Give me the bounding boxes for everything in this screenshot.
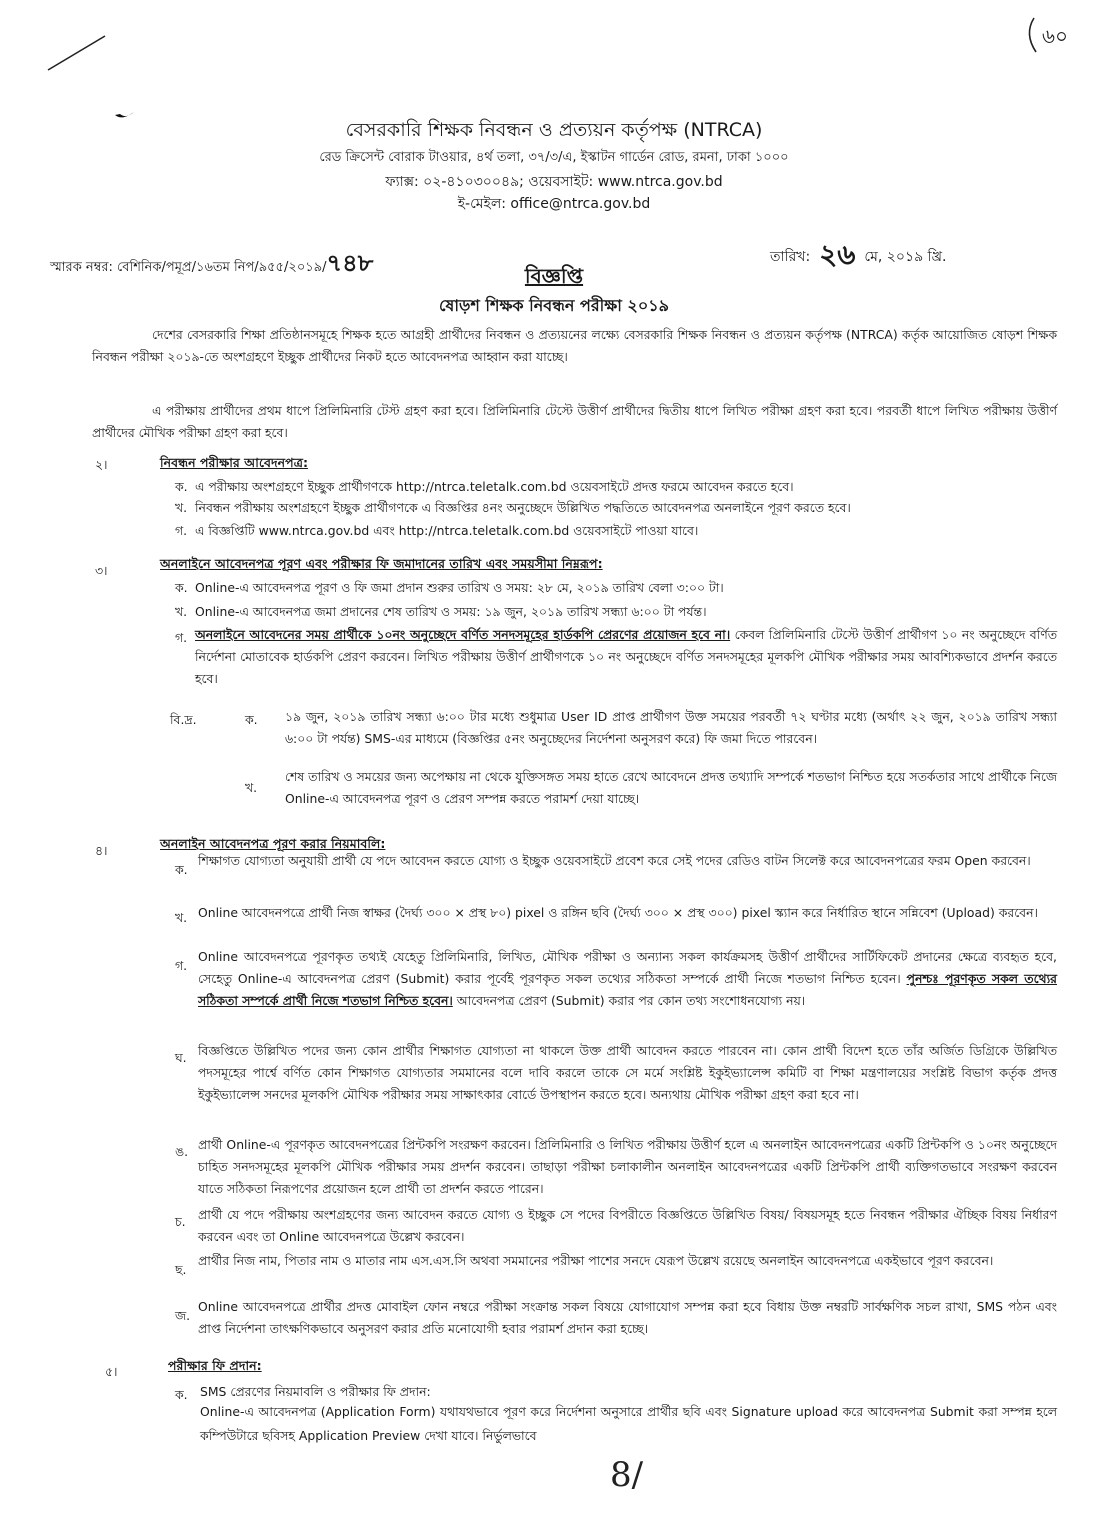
- intro-paragraph-1: দেশের বেসরকারি শিক্ষা প্রতিষ্ঠানসমূহে শিক্ষক হতে আগ্রহী প্রার্থীদের নিবন্ধন ও প্রত্যয়নের লক্ষ্যে বেসরকারি শিক্ষক নিবন্ধন ও প্রত্যয়ন কর্তৃপক্ষ (NTRCA) কর্তৃক আয়োজিত ষোড়শ শিক্ষক নিবন্ধন পরীক্ষা ২০১৯-তে অংশগ্রহণে ইচ্ছুক প্রার্থীদের নিকট হতে আবেদনপত্র আহ্বান করা যাচ্ছে।: [92, 327, 1057, 364]
- section-3-item-label: গ.: [175, 630, 188, 645]
- notice-subtitle: ষোড়শ শিক্ষক নিবন্ধন পরীক্ষা ২০১৯: [439, 296, 669, 315]
- section-4-item-text: প্রার্থীর নিজ নাম, পিতার নাম ও মাতার নাম এস.এস.সি অথবা সমমানের পরীক্ষা পাশের সনদে যেরূপ উল্লেখ রয়েছে অনলাইন আবেদনপত্রে একইভাবে পূরণ করবেন।: [198, 1253, 994, 1268]
- notice-title: বিজ্ঞপ্তি: [524, 264, 584, 288]
- section-2-item-text: এ পরীক্ষায় অংশগ্রহণে ইচ্ছুক প্রার্থীগণকে http://ntrca.teletalk.com.bd ওয়েবসাইটে প্রদত্ত ফরমে আবেদন করতে হবে।: [195, 479, 794, 494]
- section-3-item-label: খ.: [175, 604, 188, 619]
- section-4-item-label: খ.: [175, 910, 188, 925]
- section-4-item-label: জ.: [175, 1308, 191, 1323]
- section-4-item-text: Online আবেদনপত্রে প্রার্থী নিজ স্বাক্ষর (দৈর্ঘ্য ৩০০ × প্রস্থ ৮০) pixel ও রঙ্গিন ছবি (দৈর্ঘ্য ৩০০ × প্রস্থ ৩০০) pixel স্ক্যান করে নির্ধারিত স্থানে সন্নিবেশ (Upload) করবেন।: [198, 905, 1038, 920]
- email-line: ই-মেইল: office@ntrca.gov.bd: [457, 196, 651, 212]
- section-4-item-label: ঙ.: [175, 1144, 189, 1159]
- section-3-number: ৩।: [95, 563, 108, 578]
- section-2-item-label: ক.: [175, 479, 188, 494]
- section-5-number: ৫।: [105, 1364, 118, 1379]
- section-3-item-text: Online-এ আবেদনপত্র জমা প্রদানের শেষ তারিখ ও সময়: ১৯ জুন, ২০১৯ তারিখ সন্ধ্যা ৬:০০ টা পর্যন্ত।: [195, 604, 707, 619]
- section-3-item-label: ক.: [175, 580, 188, 595]
- section-4-item-label: ঘ.: [175, 1050, 187, 1065]
- section-5-item-label: ক.: [175, 1387, 188, 1402]
- intro-paragraph-2: এ পরীক্ষায় প্রার্থীদের প্রথম ধাপে প্রিলিমিনারি টেস্ট গ্রহণ করা হবে। প্রিলিমিনারি টেস্টে উত্তীর্ণ প্রার্থীদের দ্বিতীয় ধাপে লিখিত পরীক্ষা গ্রহণ করা হবে। পরবর্তী ধাপে লিখিত পরীক্ষায় উত্তীর্ণ প্রার্থীদের মৌখিক পরীক্ষা গ্রহণ করা হবে।: [92, 403, 1057, 440]
- organization-name: বেসরকারি শিক্ষক নিবন্ধন ও প্রত্যয়ন কর্তৃপক্ষ (NTRCA): [345, 119, 763, 141]
- section-5-item-heading: SMS প্রেরণের নিয়মাবলি ও পরীক্ষার ফি প্রদান:: [200, 1384, 431, 1399]
- section-4-item-text: Online আবেদনপত্রে পূরণকৃত তথ্যই যেহেতু প্রিলিমিনারি, লিখিত, মৌখিক পরীক্ষা ও অন্যান্য সকল কার্যক্রমসহ উত্তীর্ণ প্রার্থীদের সার্টিফিকেট প্রদানের ক্ষেত্রে ব্যবহৃত হবে, সেহেতু Online-এ আবেদনপত্র প্রেরণ (Submit) করার পূর্বেই পূরণকৃত সকল তথ্যের সঠিকতা সম্পর্কে প্রার্থী নিজে শতভাগ নিশ্চিত হবেন। পুনশ্চঃ পূরণকৃত সকল তথ্যের সঠিকতা সম্পর্কে প্রার্থী নিজে শতভাগ নিশ্চিত হবেন। আবেদনপত্র প্রেরণ (Submit) করার পর কোন তথ্য সংশোধনযোগ্য নয়।: [198, 949, 1057, 1008]
- section-5-title: পরীক্ষার ফি প্রদান:: [168, 1358, 262, 1373]
- memo-date: তারিখ: ২৬ মে, ২০১৯ খ্রি.: [770, 238, 947, 271]
- section-4-item-label: ক.: [175, 862, 188, 877]
- page-number-mark: ৬০: [1022, 12, 1086, 58]
- section-4-item-text: Online আবেদনপত্রে প্রার্থীর প্রদত্ত মোবাইল ফোন নম্বরে পরীক্ষা সংক্রান্ত সকল বিষয়ে যোগাযোগ সম্পন্ন করা হবে বিধায় উক্ত নম্বরটি সার্বক্ষণিক সচল রাখা, SMS পঠন এবং প্রাপ্ত নির্দেশনা তাৎক্ষণিকভাবে অনুসরণ করার প্রতি মনোযোগী হবার পরামর্শ প্রদান করা হচ্ছে।: [198, 1299, 1057, 1336]
- section-4-item-label: গ.: [175, 958, 188, 973]
- section-2-number: ২।: [95, 457, 108, 472]
- note-item-text: শেষ তারিখ ও সময়ের জন্য অপেক্ষায় না থেকে যুক্তিসঙ্গত সময় হাতে রেখে আবেদনে প্রদত্ত তথ্যাদি সম্পর্কে শতভাগ নিশ্চিত হয়ে সতর্কতার সাথে প্রার্থীকে নিজে Online-এ আবেদনপত্র পূরণ ও প্রেরণ সম্পন্ন করতে পরামর্শ দেয়া যাচ্ছে।: [285, 769, 1057, 806]
- section-2-item-text: নিবন্ধন পরীক্ষায় অংশগ্রহণে ইচ্ছুক প্রার্থীগণকে এ বিজ্ঞপ্তির ৪নং অনুচ্ছেদে উল্লিখিত পদ্ধতিতে আবেদনপত্র অনলাইনে পূরণ করতে হবে।: [195, 500, 851, 515]
- section-3-item-text: অনলাইনে আবেদনের সময় প্রার্থীকে ১০নং অনুচ্ছেদে বর্ণিত সনদসমূহের হার্ডকপি প্রেরণের প্রয়োজন হবে না। কেবল প্রিলিমিনারি টেস্টে উত্তীর্ণ প্রার্থীগণ ১০ নং অনুচ্ছেদে বর্ণিত নির্দেশনা মোতাবেক হার্ডকপি প্রেরণ করবেন। লিখিত পরীক্ষায় উত্তীর্ণ প্রার্থীগণকে ১০ নং অনুচ্ছেদে বর্ণিত সনদসমূহের মূলকপি মৌখিক পরীক্ষার সময় আবশ্যিকভাবে প্রদর্শন করতে হবে।: [195, 627, 1057, 686]
- section-3-item-text: Online-এ আবেদনপত্র পূরণ ও ফি জমা প্রদান শুরুর তারিখ ও সময়: ২৮ মে, ২০১৯ তারিখ বেলা ৩:০০ টা।: [195, 580, 724, 595]
- note-item-label: ক.: [245, 712, 258, 727]
- section-4-item-text: শিক্ষাগত যোগ্যতা অনুযায়ী প্রার্থী যে পদে আবেদন করতে যোগ্য ও ইচ্ছুক ওয়েবসাইটে প্রবেশ করে সেই পদের রেডিও বাটন সিলেক্ট করে আবেদনপত্রের ফরম Open করবেন।: [198, 853, 1031, 868]
- section-2-item-label: গ.: [175, 523, 188, 538]
- section-4-title: অনলাইন আবেদনপত্র পূরণ করার নিয়মাবলি:: [160, 836, 386, 851]
- note-item-label: খ.: [245, 780, 258, 795]
- section-4-item-label: ছ.: [175, 1262, 187, 1277]
- section-4-item-text: প্রার্থী যে পদে পরীক্ষায় অংশগ্রহণের জন্য আবেদন করতে যোগ্য ও ইচ্ছুক সে পদের বিপরীতে বিজ্ঞপ্তিতে উল্লিখিত বিষয়/ বিষয়সমূহ হতে নিবন্ধন পরীক্ষার ঐচ্ছিক বিষয় নির্ধারণ করবেন এবং তা Online আবেদনপত্রে উল্লেখ করবেন।: [198, 1207, 1057, 1244]
- section-4-item-label: চ.: [175, 1214, 186, 1229]
- section-4-item-text: বিজ্ঞপ্তিতে উল্লিখিত পদের জন্য কোন প্রার্থীর শিক্ষাগত যোগ্যতা না থাকলে উক্ত প্রার্থী আবেদন করতে পারবেন না। কোন প্রার্থী বিদেশ হতে তাঁর অর্জিত ডিগ্রিকে উল্লিখিত পদসমূহের পার্শ্বে বর্ণিত কোন শিক্ষাগত যোগ্যতার সমমানের বলে দাবি করলে তাকে সে মর্মে সংশ্লিষ্ট ইকুইভ্যালেন্স কমিটি বা শিক্ষা মন্ত্রণালয়ের সংশ্লিষ্ট বিভাগ কর্তৃক প্রদত্ত ইকুইভ্যালেন্স সনদের মূলকপি মৌখিক পরীক্ষার সময় সাক্ষাৎকার বোর্ডে উপস্থাপন করতে হবে। অন্যথায় মৌখিক পরীক্ষা গ্রহণ করা হবে না।: [198, 1043, 1057, 1102]
- signature-mark: 8/: [610, 1455, 644, 1495]
- section-5-item-text: Online-এ আবেদনপত্র (Application Form) যথাযথভাবে পূরণ করে নির্দেশনা অনুসারে প্রার্থীর ছবি এবং Signature upload করে আবেদনপত্র Submit করা সম্পন্ন হলে কম্পিউটারে ছবিসহ Application Preview দেখা যাবে। নির্ভুলভাবে: [200, 1404, 1057, 1443]
- section-4-item-text: প্রার্থী Online-এ পূরণকৃত আবেদনপত্রের প্রিন্টকপি সংরক্ষণ করবেন। প্রিলিমিনারি ও লিখিত পরীক্ষায় উত্তীর্ণ হলে এ অনলাইন আবেদনপত্রের একটি প্রিন্টকপি ও ১০নং অনুচ্ছেদে চাহিত সনদসমূহের মূলকপি মৌখিক পরীক্ষার সময় প্রদর্শন করবেন। তাছাড়া পরীক্ষা চলাকালীন অনলাইন আবেদনপত্রের একটি প্রিন্টকপি প্রার্থী ব্যক্তিগতভাবে সংরক্ষণ করবেন যাতে সঠিকতা নিরূপণের প্রয়োজন হলে প্রার্থী তা প্রদর্শন করতে পারেন।: [198, 1137, 1057, 1196]
- fax-website: ফ্যাক্স: ০২-৪১০৩০০৪৯; ওয়েবসাইট: www.ntrca.gov.bd: [385, 174, 723, 190]
- pen-stroke-mark: [45, 30, 115, 75]
- section-2-item-label: খ.: [175, 500, 188, 515]
- section-4-number: ৪।: [95, 843, 108, 858]
- memo-reference: স্মারক নম্বর: বেশিনিক/পমূপ্র/১৬তম নিপ/৯৫৫/২০১৯/৭৪৮: [50, 248, 374, 277]
- section-2-title: নিবন্ধন পরীক্ষার আবেদনপত্র:: [160, 455, 308, 470]
- note-item-text: ১৯ জুন, ২০১৯ তারিখ সন্ধ্যা ৬:০০ টার মধ্যে শুধুমাত্র User ID প্রাপ্ত প্রার্থীগণ উক্ত সময়ের পরবর্তী ৭২ ঘণ্টার মধ্যে (অর্থাৎ ২২ জুন, ২০১৯ তারিখ সন্ধ্যা ৬:০০ টা পর্যন্ত) SMS-এর মাধ্যমে (বিজ্ঞপ্তির ৫নং অনুচ্ছেদের নির্দেশনা অনুসরণ করে) ফি জমা দিতে পারবেন।: [285, 709, 1057, 746]
- note-label: বি.দ্র.: [170, 712, 197, 727]
- section-2-item-text: এ বিজ্ঞপ্তিটি www.ntrca.gov.bd এবং http://ntrca.teletalk.com.bd ওয়েবসাইটে পাওয়া যাবে।: [195, 523, 699, 538]
- organization-address: রেড ক্রিসেন্ট বোরাক টাওয়ার, ৪র্থ তলা, ৩৭/৩/এ, ইস্কাটন গার্ডেন রোড, রমনা, ঢাকা ১০০০: [319, 150, 789, 165]
- section-3-title: অনলাইনে আবেদনপত্র পূরণ এবং পরীক্ষার ফি জমাদানের তারিখ এবং সময়সীমা নিম্নরূপ:: [160, 556, 603, 571]
